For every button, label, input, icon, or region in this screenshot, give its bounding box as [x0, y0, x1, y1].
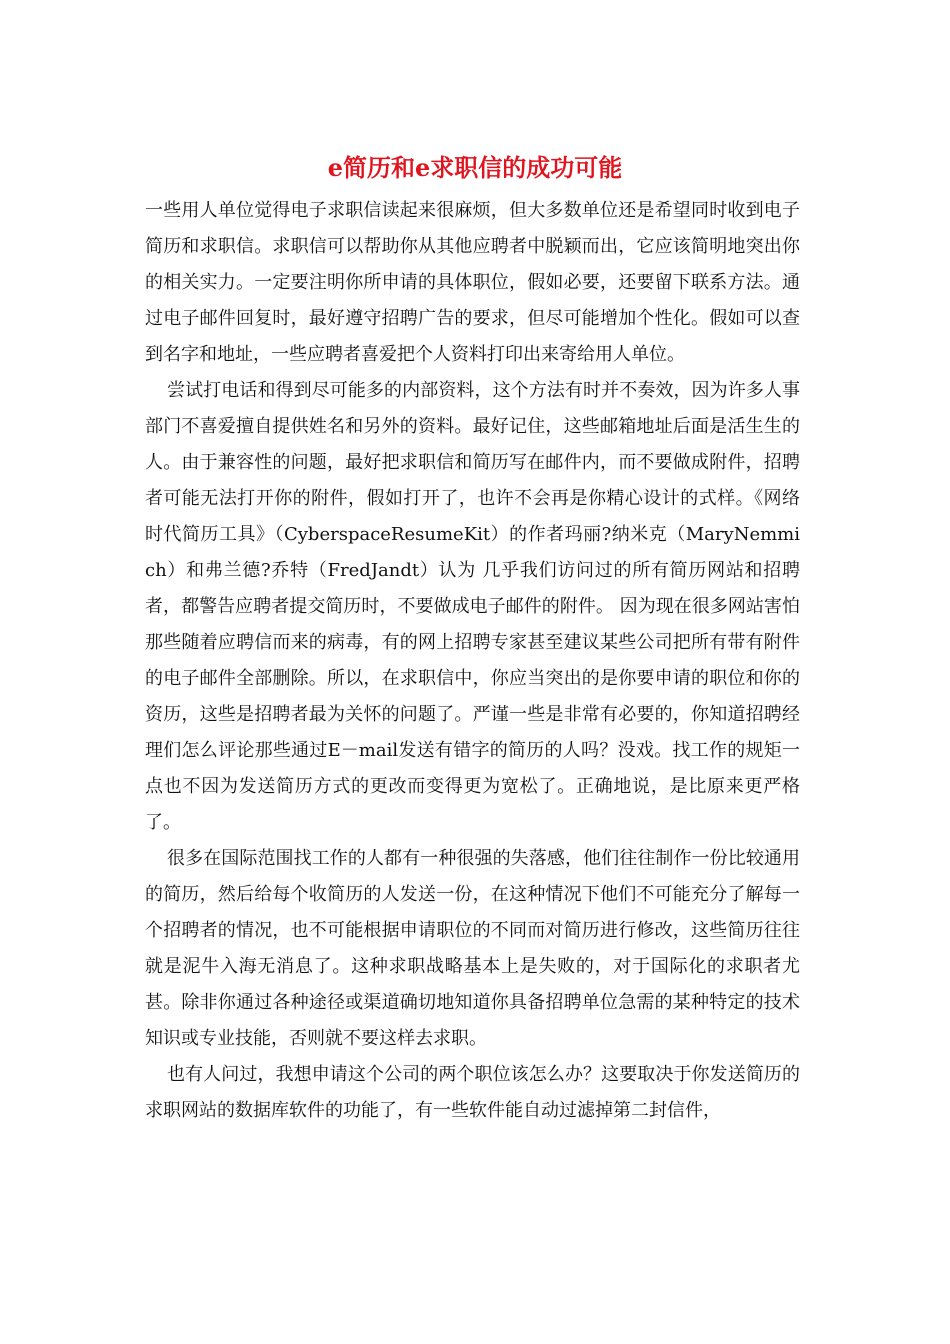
paragraph-1: 一些用人单位觉得电子求职信读起来很麻烦，但大多数单位还是希望同时收到电子简历和求职信。求职信可以帮助你从其他应聘者中脱颖而出，它应该简明地突出你的相关实力。一定要注明你所申请的具体职位，假如必要，还要留下联系方法。通过电子邮件回复时，最好遵守招聘广告的要求，但尽可能增加个性化。假如可以查到名字和地址，一些应聘者喜爱把个人资料打印出来寄给用人单位。	[145, 200, 800, 365]
paragraph-4: 也有人问过，我想申请这个公司的两个职位该怎么办？这要取决于你发送简历的求职网站的数据库软件的功能了，有一些软件能自动过滤掉第二封信件，	[145, 1064, 800, 1121]
document-body	[145, 193, 800, 1129]
document-title: e简历和e求职信的成功可能	[327, 153, 623, 182]
paragraph-3: 很多在国际范围找工作的人都有一种很强的失落感，他们往往制作一份比较通用的简历，然后给每个收简历的人发送一份，在这种情况下他们不可能充分了解每一个招聘者的情况，也不可能根据申请职位的不同而对简历进行修改，这些简历往往就是泥牛入海无消息了。这种求职战略基本上是失败的，对于国际化的求职者尤甚。除非你通过各种途径或渠道确切地知道你具备招聘单位急需的某种特定的技术知识或专业技能，否则就不要这样去求职。	[145, 848, 800, 1049]
paragraph-2: 尝试打电话和得到尽可能多的内部资料，这个方法有时并不奏效，因为许多人事部门不喜爱擅自提供姓名和另外的资料。最好记住，这些邮箱地址后面是活生生的人。由于兼容性的问题，最好把求职信和简历写在邮件内，而不要做成附件，招聘者可能无法打开你的附件，假如打开了，也许不会再是你精心设计的式样。《网络时代简历工具》（CyberspaceResumeKit）的作者玛丽?纳米克（MaryNemmich）和弗兰德?乔特（FredJandt）认为 几乎我们访问过的所有简历网站和招聘者，都警告应聘者提交简历时，不要做成电子邮件的附件。 因为现在很多网站害怕那些随着应聘信而来的病毒，有的网上招聘专家甚至建议某些公司把所有带有附件的电子邮件全部删除。所以，在求职信中，你应当突出的是你要申请的职位和你的资历，这些是招聘者最为关怀的问题了。严谨一些是非常有必要的，你知道招聘经理们怎么评论那些通过E－mail发送有错字的简历的人吗？没戏。找工作的规矩一点也不因为发送简历方式的更改而变得更为宽松了。正确地说，是比原来更严格了。	[145, 380, 800, 833]
